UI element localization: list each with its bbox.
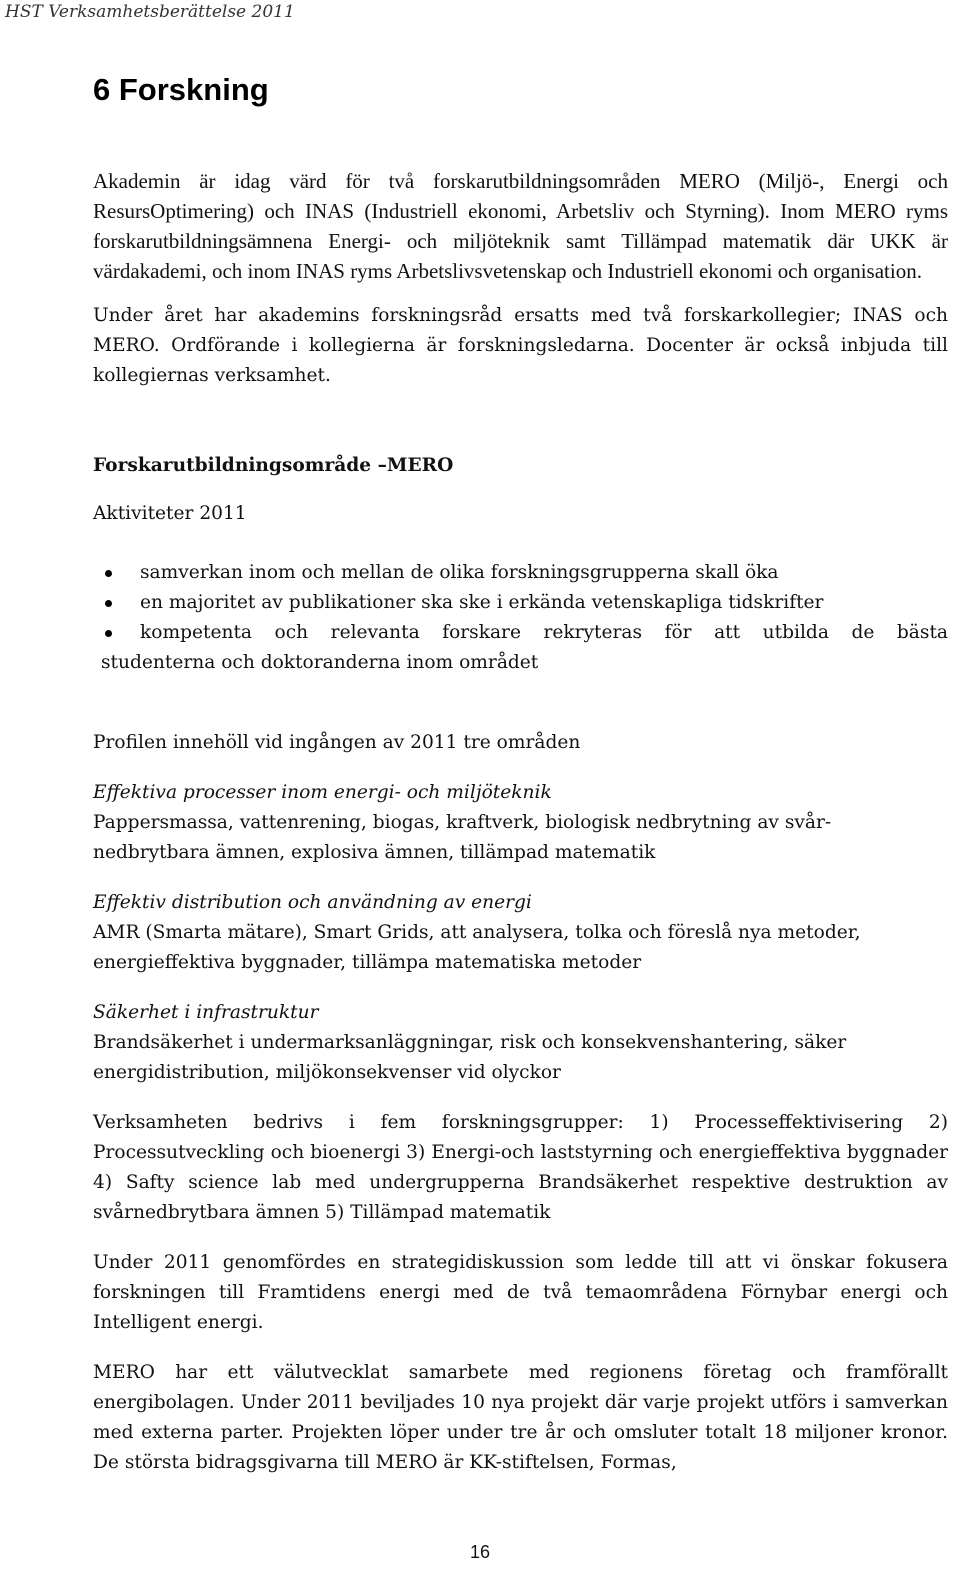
strategy-paragraph: Under 2011 genomfördes en strategidiskussion som ledde till att vi önskar fokusera forskningen till Framtidens energi med de två temaområdena Förnybar energi och Intelligent energi. <box>93 1252 948 1333</box>
area-title-2: Effektiv distribution och användning av energi <box>93 892 532 913</box>
research-groups-paragraph: Verksamheten bedrivs i fem forskningsgrupper: 1) Processeffektivisering 2) Processutveckling och bioenergi 3) Energi-och laststyrning och energieffektiva byggnader 4) Safty science lab med undergrupperna Brandsäkerhet respektive destruktion av svårnedbrytbara ämnen 5) Tillämpad matematik <box>93 1112 948 1223</box>
chapter-heading: 6 Forskning <box>93 72 269 107</box>
bullet-icon <box>105 600 112 607</box>
intro-paragraph-1: Akademin är idag värd för två forskarutbildningsområden MERO (Miljö-, Energi och ResursOptimering) och INAS (Industriell ekonomi, Arbetsliv och Styrning). Inom MERO ryms forskarutbildningsämnena Energi- och miljöteknik samt Tillämpad matematik där UKK är värdakademi, och inom INAS ryms Arbetslivsvetenskap och Industriell ekonomi och organisation. <box>93 169 948 283</box>
profile-intro: Profilen innehöll vid ingången av 2011 tre områden <box>93 732 581 753</box>
intro-paragraph-2: Under året har akademins forskningsråd ersatts med två forskarkollegier; INAS och MERO. Ordförande i kollegierna är forskningsledarna. Docenter är också inbjuda till kollegiernas verksamhet. <box>93 305 948 386</box>
area-text-3: Brandsäkerhet i undermarksanläggningar, risk och konsekvenshantering, säker energidistribution, miljökonsekvenser vid olyckor <box>93 1032 847 1083</box>
area-text-2: AMR (Smarta mätare), Smart Grids, att analysera, tolka och föreslå nya metoder, energieffektiva byggnader, tillämpa matematiska metoder <box>93 922 861 973</box>
list-item: kompetenta och relevanta forskare rekryteras för att utbilda de bästa studenterna och doktoranderna inom området <box>101 622 948 673</box>
list-item: samverkan inom och mellan de olika forskningsgrupperna skall öka <box>93 558 948 588</box>
bullet-icon <box>105 570 112 577</box>
section-title: Forskarutbildningsområde –MERO <box>93 455 454 476</box>
list-item: en majoritet av publikationer ska ske i erkända vetenskapliga tidskrifter <box>93 588 948 618</box>
page-content <box>93 166 948 1478</box>
mero-collaboration-paragraph: MERO har ett välutvecklat samarbete med regionens företag och framförallt energibolagen. Under 2011 beviljades 10 nya projekt där varje projekt utförs i samverkan med externa parter. Projekten löper under tre år och omsluter totalt 18 miljoner kronor. De största bidragsgivarna till MERO är KK-stiftelsen, Formas, <box>93 1362 948 1473</box>
page-number: 16 <box>469 1542 491 1562</box>
running-header: HST Verksamhetsberättelse 2011 <box>5 2 295 22</box>
area-title-1: Effektiva processer inom energi- och miljöteknik <box>93 782 552 803</box>
bullet-icon <box>105 630 112 637</box>
area-title-3: Säkerhet i infrastruktur <box>93 1002 319 1023</box>
area-text-1: Pappersmassa, vattenrening, biogas, kraftverk, biologisk nedbrytning av svår-nedbrytbara ämnen, explosiva ämnen, tillämpad matematik <box>93 812 832 863</box>
activities-label: Aktiviteter 2011 <box>93 503 247 524</box>
activities-list <box>93 558 948 678</box>
